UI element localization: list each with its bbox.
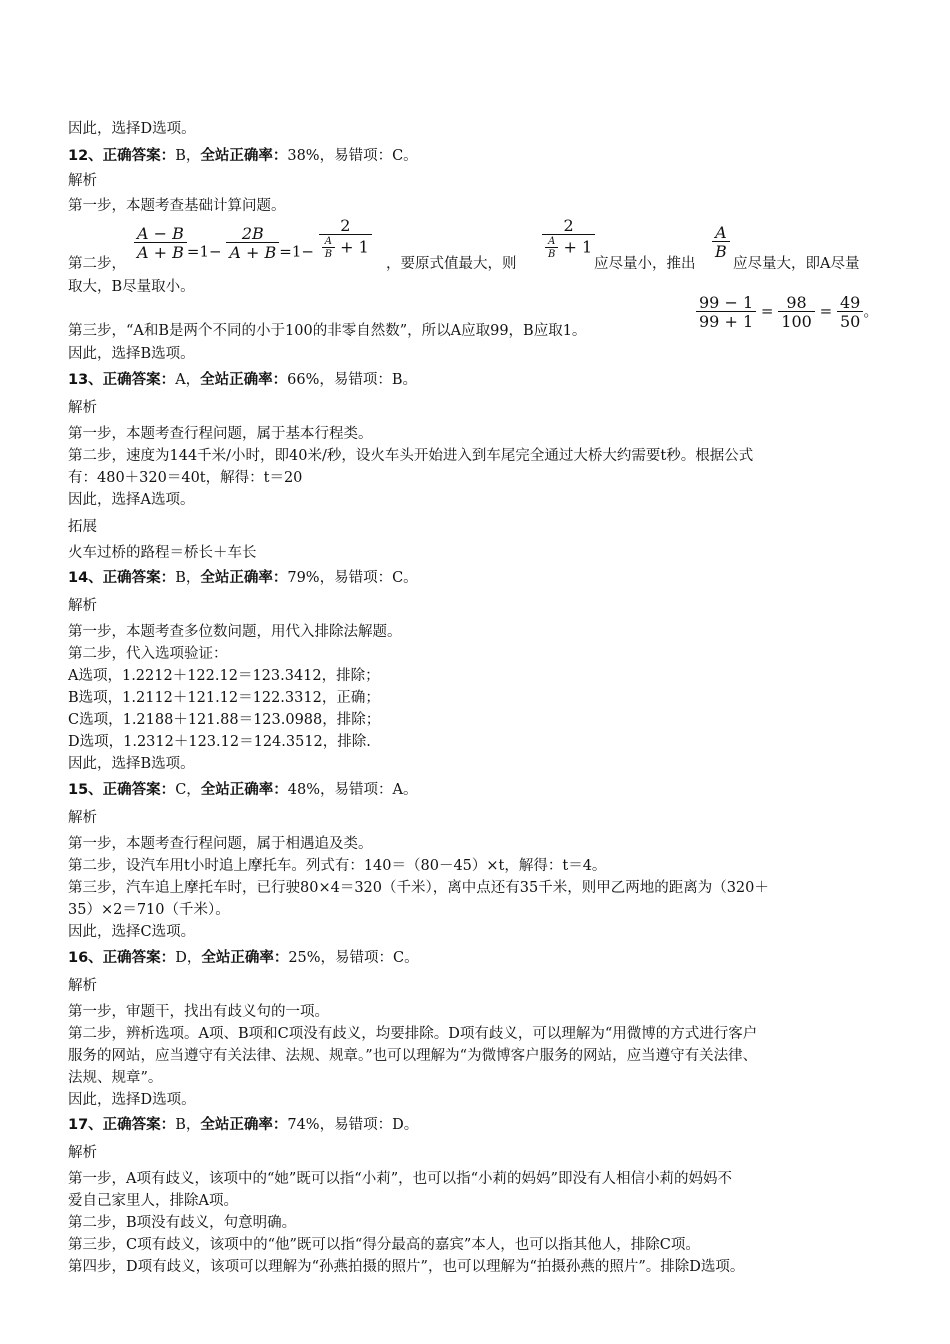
analysis-label: 解析	[68, 173, 97, 189]
fraction: $\frac{99 - 1}{99 + 1}$	[696, 294, 756, 330]
option-line: D选项，1.2312＋123.12＝124.3512，排除.	[68, 734, 371, 750]
answer-value: D，	[175, 950, 202, 966]
fraction: $\frac{49}{50}$	[837, 294, 863, 330]
step-text: 第一步，A项有歧义，该项中的“她”既可以指“小莉”，也可以指“小莉的妈妈”即没有人相信小莉的妈妈不	[68, 1171, 732, 1187]
step-text: 第一步，审题干，找出有歧义句的一项。	[68, 1004, 329, 1020]
step-text: 爱自己家里人，排除A项。	[68, 1193, 238, 1209]
analysis-label: 解析	[68, 598, 97, 614]
option-line: B选项，1.2112＋121.12＝122.3312，正确；	[68, 690, 380, 706]
q14-header	[68, 567, 418, 589]
fraction: $\frac{98}{100}$	[778, 294, 815, 330]
q13-header	[68, 369, 417, 391]
rate-value: 25%，易错项：C。	[288, 950, 419, 966]
answer-label: 15、正确答案：	[68, 782, 176, 798]
step-text: 法规、规章”。	[68, 1070, 163, 1086]
rate-label: 全站正确率：	[200, 782, 288, 798]
conclusion-line: 因此，选择D选项。	[68, 121, 196, 137]
step-text: 第二步，代入选项验证：	[68, 646, 228, 662]
rate-value: 48%，易错项：A。	[287, 782, 418, 798]
extension-label: 拓展	[68, 519, 97, 535]
fraction: $\frac{A}{B}$	[712, 224, 730, 260]
step-text: 第二步，B项没有歧义，句意明确。	[68, 1215, 297, 1231]
fraction: 2 $\frac{A}{B}$ + 1	[542, 217, 595, 260]
step-text: 第二步，设汽车用t小时追上摩托车。列式有：140＝（80－45）×t，解得：t＝4。	[68, 858, 607, 874]
step-text: 第一步，本题考查基础计算问题。	[68, 198, 286, 214]
formula-expression	[542, 217, 595, 260]
rate-label: 全站正确率：	[200, 372, 288, 388]
answer-value: B，	[175, 148, 201, 164]
option-line: A选项，1.2212＋122.12＝123.3412，排除；	[68, 668, 380, 684]
q16-header	[68, 947, 419, 969]
answer-label: 17、正确答案：	[68, 1117, 176, 1133]
formula-expression: $\frac{A - B}{A + B}$ =1− $\frac{2B}{A + B}$ =1− 2 $\frac{A}{B}$ + 1	[134, 221, 372, 264]
formula-expression: $\frac{99 - 1}{99 + 1}$ = $\frac{98}{100}$ = $\frac{49}{50}$ 。	[696, 294, 878, 330]
step-text: 第三步，C项有歧义，该项中的“他”既可以指“得分最高的嘉宾”本人，也可以指其他人，排除C项。	[68, 1237, 700, 1253]
answer-value: B，	[175, 1117, 201, 1133]
step-text: 应尽量大，即A尽量	[733, 256, 860, 272]
fraction: $\frac{2B}{A + B}$	[226, 225, 279, 261]
answer-label: 14、正确答案：	[68, 570, 176, 586]
rate-label: 全站正确率：	[200, 1117, 288, 1133]
answer-label: 13、正确答案：	[68, 372, 176, 388]
conclusion-line: 因此，选择A选项。	[68, 492, 195, 508]
step-text: 服务的网站，应当遵守有关法律、法规、规章。”也可以理解为“为微博客户服务的网站，应当遵守有关法律、	[68, 1048, 758, 1064]
rate-value: 66%，易错项：B。	[287, 372, 418, 388]
step-text: 第一步，本题考查行程问题，属于基本行程类。	[68, 426, 373, 442]
step-text: 取大，B尽量取小。	[68, 279, 195, 295]
fraction: 2 $\frac{A}{B}$ + 1	[319, 217, 372, 260]
q15-header	[68, 779, 418, 801]
analysis-label: 解析	[68, 400, 97, 416]
answer-label: 12、正确答案：	[68, 148, 176, 164]
fraction: $\frac{A - B}{A + B}$	[134, 225, 187, 261]
step-text: 第二步，	[68, 256, 126, 272]
extension-text: 火车过桥的路程＝桥长＋车长	[68, 545, 257, 561]
step-text: 第三步，汽车追上摩托车时，已行驶80×4＝320（千米），离中点还有35千米，则甲乙两地的距离为（320＋	[68, 880, 769, 896]
step-text: 应尽量小，推出	[594, 256, 696, 272]
conclusion-line: 因此，选择D选项。	[68, 1092, 196, 1108]
rate-value: 74%，易错项：D。	[287, 1117, 419, 1133]
analysis-label: 解析	[68, 810, 97, 826]
formula-expression	[712, 224, 730, 260]
step-text: 第一步，本题考查行程问题，属于相遇追及类。	[68, 836, 373, 852]
conclusion-line: 因此，选择B选项。	[68, 346, 195, 362]
step-text: 第三步，“A和B是两个不同的小于100的非零自然数”，所以A应取99，B应取1。	[68, 323, 587, 339]
answer-value: C，	[175, 782, 201, 798]
analysis-label: 解析	[68, 978, 97, 994]
option-line: C选项，1.2188＋121.88＝123.0988，排除；	[68, 712, 381, 728]
rate-label: 全站正确率：	[200, 148, 288, 164]
q12-header	[68, 145, 418, 167]
step-text: ，要原式值最大，则	[386, 256, 517, 272]
answer-value: A，	[175, 372, 201, 388]
step-text: 35）×2＝710（千米）。	[68, 902, 230, 918]
rate-label: 全站正确率：	[200, 570, 288, 586]
step-text: 第二步，速度为144千米/小时，即40米/秒，设火车头开始进入到车尾完全通过大桥大约需要t秒。根据公式	[68, 448, 754, 464]
step-text: 第四步，D项有歧义，该项可以理解为“孙燕拍摄的照片”，也可以理解为“拍摄孙燕的照片”。排除D选项。	[68, 1259, 745, 1275]
step-text: 第一步，本题考查多位数问题，用代入排除法解题。	[68, 624, 402, 640]
conclusion-line: 因此，选择B选项。	[68, 756, 195, 772]
answer-label: 16、正确答案：	[68, 950, 176, 966]
rate-value: 38%，易错项：C。	[287, 148, 418, 164]
answer-value: B，	[175, 570, 201, 586]
step-text: 第二步，辨析选项。A项、B项和C项没有歧义，均要排除。D项有歧义，可以理解为“用微博的方式进行客户	[68, 1026, 758, 1042]
q17-header	[68, 1114, 418, 1136]
rate-label: 全站正确率：	[201, 950, 289, 966]
rate-value: 79%，易错项：C。	[287, 570, 418, 586]
conclusion-line: 因此，选择C选项。	[68, 924, 196, 940]
analysis-label: 解析	[68, 1145, 97, 1161]
step-text: 有：480＋320＝40t，解得：t＝20	[68, 470, 303, 486]
